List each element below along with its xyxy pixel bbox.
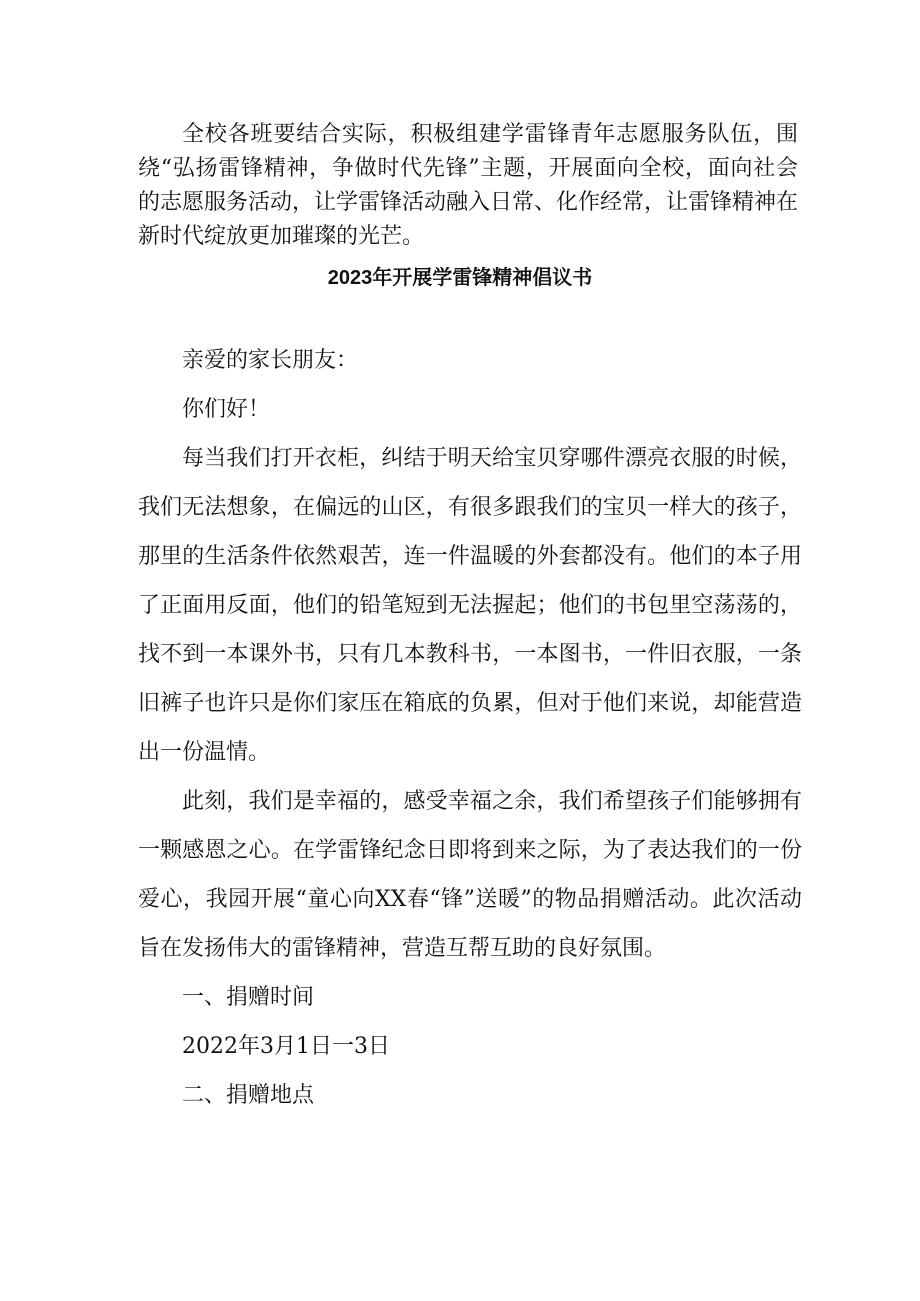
document-title: 2023年开展学雷锋精神倡议书: [327, 267, 593, 289]
section-heading-donation-location: 二、捐赠地点: [182, 1083, 315, 1108]
body-paragraph-1: 每当我们打开衣柜，纠结于明天给宝贝穿哪件漂亮衣服的时候，我们无法想象，在偏远的山区，有很多跟我们的宝贝一样大的孩子，那里的生活条件依然艰苦，连一件温暖的外套都没有。他们的本子用了正面用反面，他们的铅笔短到无法握起；他们的书包里空荡荡的，找不到一本课外书，只有几本教科书，一本图书，一件旧衣服，一条旧裤子也许只是你们家压在箱底的负累，但对于他们来说，却能营造出一份温情。: [138, 446, 802, 765]
intro-paragraph: 全校各班要结合实际，积极组建学雷锋青年志愿服务队伍，围绕“弘扬雷锋精神，争做时代先锋”主题，开展面向全校，面向社会的志愿服务活动，让学雷锋活动融入日常、化作经常，让雷锋精神在新时代绽放更加璀璨的光芒。: [138, 122, 799, 249]
section-heading-donation-time: 一、捐赠时间: [182, 985, 315, 1010]
donation-time-value: 2022年3月1日一3日: [182, 1034, 390, 1059]
greeting: 你们好！: [182, 397, 271, 422]
body-paragraph-2: 此刻，我们是幸福的，感受幸福之余，我们希望孩子们能够拥有一颗感恩之心。在学雷锋纪念日即将到来之际，为了表达我们的一份爱心，我园开展“童心向XX春“锋”送暖”的物品捐赠活动。此次活动旨在发扬伟大的雷锋精神，营造互帮互助的良好氛围。: [138, 789, 802, 961]
letter-body: [138, 336, 802, 1120]
salutation: 亲爱的家长朋友：: [182, 348, 359, 373]
